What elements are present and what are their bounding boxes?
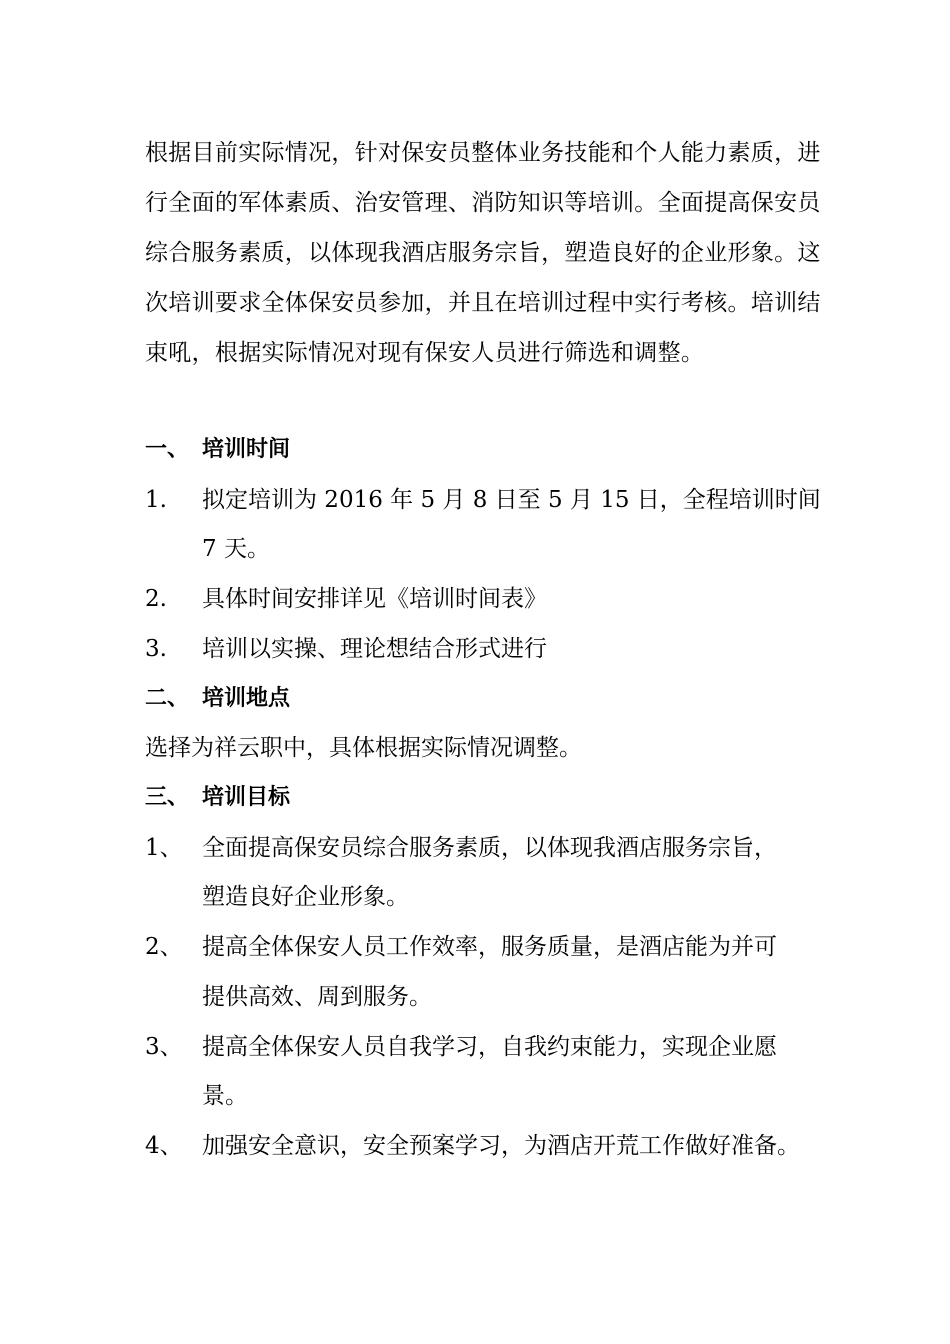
intro-paragraph: 根据目前实际情况，针对保安员整体业务技能和个人能力素质，进行全面的军体素质、治安管理、消防知识等培训。全面提高保安员综合服务素质，以体现我酒店服务宗旨，塑造良好的企业形象。这次培训要求全体保安员参加，并且在培训过程中实行考核。培训结束吼，根据实际情况对现有保安人员进行筛选和调整。	[145, 140, 821, 366]
section-heading-training-location	[145, 674, 835, 724]
list-item-text: 具体时间安排详见《培训时间表》	[202, 586, 547, 612]
list-item-continuation	[145, 524, 835, 574]
section-title: 培训地点	[202, 686, 291, 711]
list-item-number: 4、	[145, 1133, 183, 1159]
list-item-text: 拟定培训为 2016 年 5 月 8 日至 5 月 15 日，全程培训时间	[202, 487, 821, 513]
section-number: 二、	[145, 686, 190, 711]
list-item-continuation	[145, 872, 835, 922]
list-item-number: 1.	[145, 487, 167, 513]
section-heading-training-time	[145, 425, 835, 475]
list-item	[145, 1121, 835, 1171]
list-item-text: 景。	[202, 1083, 248, 1109]
list-item-text: 加强安全意识，安全预案学习，为酒店开荒工作做好准备。	[202, 1133, 800, 1159]
section-title: 培训目标	[202, 785, 291, 810]
list-item-number: 3.	[145, 636, 167, 662]
list-item-number: 1、	[145, 835, 183, 861]
list-item-text: 提供高效、周到服务。	[202, 984, 432, 1010]
list-item	[145, 823, 835, 873]
list-item-text: 提高全体保安人员工作效率，服务质量，是酒店能为并可	[202, 934, 777, 960]
list-item-continuation	[145, 1071, 835, 1121]
list-item	[145, 574, 835, 624]
list-item-text: 培训以实操、理论想结合形式进行	[202, 636, 547, 662]
section-body-text: 选择为祥云职中，具体根据实际情况调整。	[145, 735, 582, 761]
list-item-number: 2.	[145, 586, 167, 612]
list-item-text: 全面提高保安员综合服务素质，以体现我酒店服务宗旨，	[202, 835, 777, 861]
list-item	[145, 475, 835, 525]
list-item	[145, 1022, 835, 1072]
section-number: 一、	[145, 437, 190, 462]
section-body	[145, 723, 835, 773]
list-item-text: 塑造良好企业形象。	[202, 884, 409, 910]
list-item-text: 7 天。	[202, 536, 270, 562]
list-item-text: 提高全体保安人员自我学习，自我约束能力，实现企业愿	[202, 1034, 777, 1060]
list-item-continuation	[145, 972, 835, 1022]
list-item	[145, 624, 835, 674]
list-item-number: 3、	[145, 1034, 183, 1060]
section-heading-training-goals	[145, 773, 835, 823]
section-title: 培训时间	[202, 437, 291, 462]
list-item-number: 2、	[145, 934, 183, 960]
section-number: 三、	[145, 785, 190, 810]
list-item	[145, 922, 835, 972]
